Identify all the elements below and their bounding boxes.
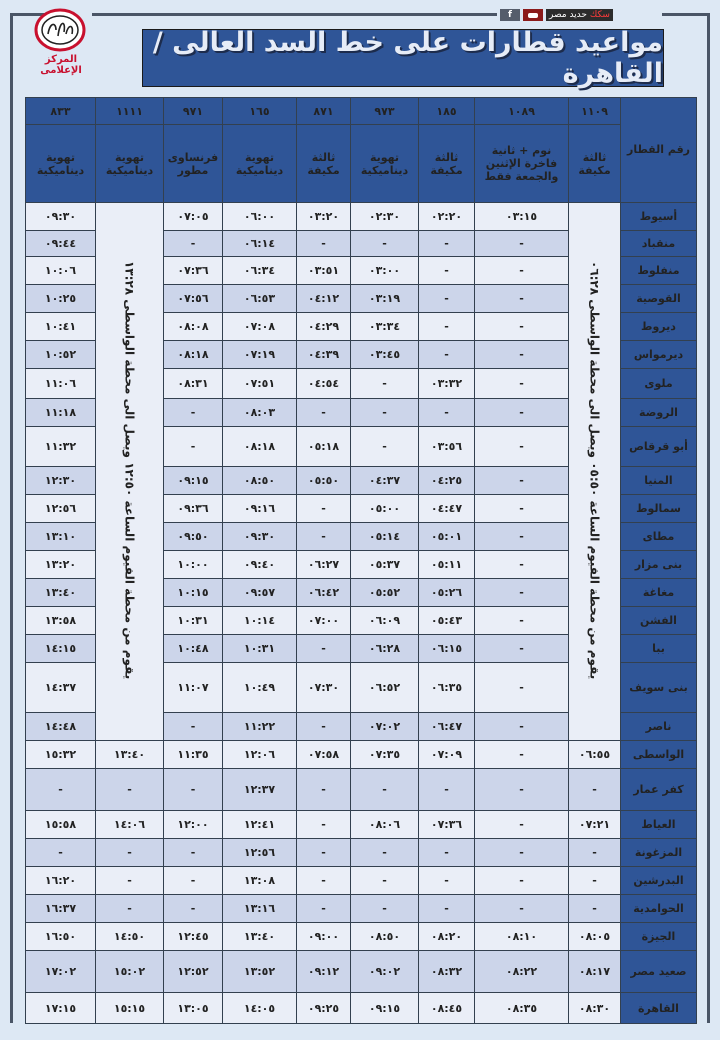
time-cell: ٠٨:٣٥	[475, 993, 569, 1024]
train-number-label: رقم القطار	[621, 98, 697, 203]
brand-name: سكك حديد مصر	[546, 9, 613, 21]
station-name: مطاى	[621, 523, 697, 551]
time-cell: ١١:٢٢	[223, 713, 297, 741]
train-type-5: تهوية ديناميكية	[223, 125, 297, 203]
time-cell: ٠٨:٢٢	[475, 951, 569, 993]
time-cell: ١٥:١٥	[96, 993, 164, 1024]
time-cell: ٠٣:١٩	[351, 285, 419, 313]
time-cell: -	[164, 867, 223, 895]
time-cell: ٠٨:٥٠	[351, 923, 419, 951]
train-type-8: تهوية ديناميكية	[26, 125, 96, 203]
time-cell: ٠٨:١٧	[569, 951, 621, 993]
time-cell: -	[297, 895, 351, 923]
time-cell: ٠٧:٣٥	[351, 741, 419, 769]
time-cell: -	[297, 769, 351, 811]
time-cell: -	[475, 369, 569, 399]
station-name: القوصية	[621, 285, 697, 313]
time-cell: -	[475, 741, 569, 769]
time-cell: ٠٨:٠٨	[164, 313, 223, 341]
time-cell: ٠٩:١٥	[164, 467, 223, 495]
time-cell: ١٤:٤٨	[26, 713, 96, 741]
note-text: يقوم من محطة الفيوم الساعة ٠٥:٥٠ ويصل الى محطة الواسطى ٠٦:٢٨	[587, 260, 602, 680]
time-cell: ١٤:٥٠	[96, 923, 164, 951]
time-cell: ٠٩:٤٤	[26, 231, 96, 257]
time-cell: ٠٨:٣٠	[569, 993, 621, 1024]
time-cell: ٠٥:٣٧	[351, 551, 419, 579]
time-cell: ٠٧:٠٢	[351, 713, 419, 741]
brand-bar	[500, 9, 613, 21]
time-cell: ٠٩:٣٦	[164, 495, 223, 523]
time-cell: ١٠:١٥	[164, 579, 223, 607]
time-cell: ٠٧:٠٥	[164, 203, 223, 231]
time-cell: -	[297, 839, 351, 867]
time-cell: ١٥:٣٢	[26, 741, 96, 769]
time-cell: ٠٨:١٨	[164, 341, 223, 369]
table-row	[26, 811, 697, 839]
time-cell: ١٧:١٥	[26, 993, 96, 1024]
railway-logo	[34, 8, 86, 52]
station-name: سمالوط	[621, 495, 697, 523]
time-cell: ٠٣:٠٠	[351, 257, 419, 285]
time-cell: ٠٧:٠٨	[223, 313, 297, 341]
time-cell: ١٥:٥٨	[26, 811, 96, 839]
time-cell: ٠٩:١٦	[223, 495, 297, 523]
frame-left	[10, 13, 13, 1023]
time-cell: ٠٥:٠٠	[351, 495, 419, 523]
time-cell: ١٣:٢٠	[26, 551, 96, 579]
time-cell: -	[475, 551, 569, 579]
time-cell: ١١:٠٦	[26, 369, 96, 399]
time-cell: ٠٨:١٠	[475, 923, 569, 951]
time-cell: -	[351, 399, 419, 427]
station-name: بنى سويف	[621, 663, 697, 713]
time-cell: ٠٧:٠٩	[419, 741, 475, 769]
frame-top-right	[662, 13, 710, 16]
time-cell: -	[164, 895, 223, 923]
time-cell: ٠٥:٢٦	[419, 579, 475, 607]
time-cell: ١١:٣٢	[26, 427, 96, 467]
station-name: الحوامدية	[621, 895, 697, 923]
frame-right	[707, 13, 710, 1023]
time-cell: ٠٩:٥٧	[223, 579, 297, 607]
time-cell: -	[164, 231, 223, 257]
station-name: منقباد	[621, 231, 697, 257]
time-cell: -	[297, 867, 351, 895]
time-cell: ٠٨:٠٣	[223, 399, 297, 427]
time-cell: ٠٧:٥١	[223, 369, 297, 399]
train-type-0: ثالثة مكيفة	[569, 125, 621, 203]
time-cell: ٠٣:٢٠	[297, 203, 351, 231]
time-cell: ٠٤:٢٥	[419, 467, 475, 495]
time-cell: ٠٣:٥٦	[419, 427, 475, 467]
time-cell: ٠٣:٣٤	[351, 313, 419, 341]
time-cell: ٠٨:٣١	[164, 369, 223, 399]
train-type-2: ثالثة مكيفة	[419, 125, 475, 203]
time-cell: -	[419, 769, 475, 811]
time-cell: ١٤:١٥	[26, 635, 96, 663]
time-cell: -	[351, 895, 419, 923]
time-cell: -	[475, 257, 569, 285]
time-cell: -	[297, 523, 351, 551]
station-name: منفلوط	[621, 257, 697, 285]
time-cell: -	[96, 769, 164, 811]
time-cell: -	[475, 467, 569, 495]
time-cell: ٠٩:٠٢	[351, 951, 419, 993]
time-cell: -	[164, 399, 223, 427]
time-cell: ٠٦:٠٩	[351, 607, 419, 635]
time-cell: ١٢:٤٥	[164, 923, 223, 951]
station-name: ببا	[621, 635, 697, 663]
time-cell: ٠٦:٣٥	[419, 663, 475, 713]
time-cell: -	[475, 839, 569, 867]
time-cell: ٠٩:٤٠	[223, 551, 297, 579]
station-name: الروضة	[621, 399, 697, 427]
time-cell: ١٤:٣٧	[26, 663, 96, 713]
time-cell: -	[569, 867, 621, 895]
time-cell: -	[419, 231, 475, 257]
logo-caption: المركز الإعلامى	[40, 54, 82, 76]
time-cell: ٠٨:٤٥	[419, 993, 475, 1024]
time-cell: -	[164, 769, 223, 811]
time-cell: ٠٧:١٩	[223, 341, 297, 369]
time-cell: -	[351, 839, 419, 867]
train-type-1: نوم + ثانية فاخرة الإثنين والجمعة فقط	[475, 125, 569, 203]
time-cell: ١٢:٠٠	[164, 811, 223, 839]
time-cell: -	[297, 399, 351, 427]
time-cell: ٠٧:٠٠	[297, 607, 351, 635]
time-cell: ٠٥:٠١	[419, 523, 475, 551]
time-cell: -	[351, 867, 419, 895]
time-cell: ١١:١٨	[26, 399, 96, 427]
time-cell: ٠٤:٣٩	[297, 341, 351, 369]
time-cell: -	[475, 663, 569, 713]
time-cell: ٠٤:٤٧	[419, 495, 475, 523]
time-cell: ٠٦:٢٧	[297, 551, 351, 579]
time-cell: ١١:٠٧	[164, 663, 223, 713]
time-cell: ٠٣:١٥	[475, 203, 569, 231]
time-cell: ٠٧:٣٦	[419, 811, 475, 839]
time-cell: ١٣:٠٨	[223, 867, 297, 895]
train-type-4: ثالثة مكيفة	[297, 125, 351, 203]
time-cell: ٠٦:٥٣	[223, 285, 297, 313]
time-cell: ٠٥:١٤	[351, 523, 419, 551]
time-cell: ١٣:١٠	[26, 523, 96, 551]
time-cell: -	[475, 607, 569, 635]
time-cell: -	[475, 231, 569, 257]
time-cell: ٠٩:٠٠	[297, 923, 351, 951]
time-cell: ١٣:٠٥	[164, 993, 223, 1024]
time-cell: ١٠:٤١	[26, 313, 96, 341]
time-cell: -	[475, 713, 569, 741]
station-name: مغاغة	[621, 579, 697, 607]
time-cell: ٠٦:٤٢	[297, 579, 351, 607]
time-cell: ١٥:٠٢	[96, 951, 164, 993]
time-cell: ١١:٣٥	[164, 741, 223, 769]
time-cell: -	[569, 895, 621, 923]
time-cell: ١٦:٥٠	[26, 923, 96, 951]
time-cell: -	[475, 313, 569, 341]
time-cell: ٠٧:٥٦	[164, 285, 223, 313]
time-cell: -	[475, 867, 569, 895]
train-type-3: تهوية ديناميكية	[351, 125, 419, 203]
time-cell: ٠٨:٥٠	[223, 467, 297, 495]
time-cell: ٠٦:١٤	[223, 231, 297, 257]
time-cell: ٠٨:٠٥	[569, 923, 621, 951]
time-cell: -	[475, 579, 569, 607]
time-cell: ١٢:٠٦	[223, 741, 297, 769]
time-cell: -	[297, 713, 351, 741]
time-cell: ١٠:٤٩	[223, 663, 297, 713]
time-cell: ١٦:٢٠	[26, 867, 96, 895]
time-cell: ٠٢:٣٠	[351, 203, 419, 231]
station-name: الجيزة	[621, 923, 697, 951]
time-cell: -	[164, 839, 223, 867]
youtube-icon[interactable]	[523, 9, 543, 21]
table-row	[26, 203, 697, 231]
time-cell: ١٢:٤١	[223, 811, 297, 839]
train-type-6: فرنساوى مطور	[164, 125, 223, 203]
time-cell: ٠٦:٢٨	[351, 635, 419, 663]
time-cell: ٠٤:٢٩	[297, 313, 351, 341]
train-number-1: ١٠٨٩	[475, 98, 569, 125]
time-cell: -	[419, 257, 475, 285]
time-cell: -	[419, 399, 475, 427]
station-name: بنى مزار	[621, 551, 697, 579]
time-cell: -	[297, 231, 351, 257]
time-cell: -	[164, 427, 223, 467]
station-name: الفشن	[621, 607, 697, 635]
station-name: البدرشين	[621, 867, 697, 895]
time-cell: -	[569, 839, 621, 867]
time-cell: ٠٦:٠٠	[223, 203, 297, 231]
time-cell: ١٢:٥٦	[26, 495, 96, 523]
time-cell: -	[475, 427, 569, 467]
time-cell: ٠٨:٣٢	[419, 951, 475, 993]
train-number-8: ٨٣٣	[26, 98, 96, 125]
time-cell: ١٤:٠٥	[223, 993, 297, 1024]
time-cell: ١٠:٠٠	[164, 551, 223, 579]
time-cell: -	[419, 867, 475, 895]
time-cell: ١٢:٥٦	[223, 839, 297, 867]
time-cell: ١٣:٥٢	[223, 951, 297, 993]
station-name: العياط	[621, 811, 697, 839]
time-cell: ٠٦:٥٥	[569, 741, 621, 769]
time-cell: ١٠:٣١	[223, 635, 297, 663]
time-cell: -	[351, 769, 419, 811]
time-cell: -	[475, 399, 569, 427]
time-cell: ١٠:٠٦	[26, 257, 96, 285]
station-name: المزغونة	[621, 839, 697, 867]
table-row	[26, 839, 697, 867]
time-cell: -	[96, 895, 164, 923]
time-cell: -	[96, 839, 164, 867]
time-cell: -	[26, 769, 96, 811]
time-cell: ١٠:٤٨	[164, 635, 223, 663]
time-cell: ٠٩:٢٥	[297, 993, 351, 1024]
station-name: المنيا	[621, 467, 697, 495]
station-name: كفر عمار	[621, 769, 697, 811]
schedule-table	[25, 97, 697, 1024]
time-cell: -	[475, 285, 569, 313]
time-cell: ٠٧:٣٦	[164, 257, 223, 285]
time-cell: -	[297, 811, 351, 839]
time-cell: ٠٦:٣٤	[223, 257, 297, 285]
station-name: ديرمواس	[621, 341, 697, 369]
time-cell: ١٣:٤٠	[26, 579, 96, 607]
station-name: صعيد مصر	[621, 951, 697, 993]
train-number-3: ٩٧٣	[351, 98, 419, 125]
time-cell: ١٠:٢٥	[26, 285, 96, 313]
table-row	[26, 923, 697, 951]
table-row	[26, 993, 697, 1024]
train-number-2: ١٨٥	[419, 98, 475, 125]
time-cell: ٠٥:١٨	[297, 427, 351, 467]
note-text: يقوم من محطة الفيوم الساعة ١٢:٥٠ ويصل الى محطة الواسطى ١٣:٢٨	[122, 260, 137, 680]
station-name: أسيوط	[621, 203, 697, 231]
table-row	[26, 895, 697, 923]
train-type-7: تهوية ديناميكية	[96, 125, 164, 203]
time-cell: ٠٤:١٢	[297, 285, 351, 313]
time-cell: ١٣:١٦	[223, 895, 297, 923]
time-cell: ١٠:٥٢	[26, 341, 96, 369]
time-cell: -	[351, 369, 419, 399]
time-cell: -	[297, 495, 351, 523]
station-name: ديروط	[621, 313, 697, 341]
time-cell: ١٣:٥٨	[26, 607, 96, 635]
time-cell: ٠٤:٥٤	[297, 369, 351, 399]
time-cell: -	[26, 839, 96, 867]
train-number-6: ٩٧١	[164, 98, 223, 125]
time-cell: ١٠:١٤	[223, 607, 297, 635]
time-cell: -	[297, 635, 351, 663]
station-name: القاهرة	[621, 993, 697, 1024]
time-cell: ١٢:٣٠	[26, 467, 96, 495]
train-number-0: ١١٠٩	[569, 98, 621, 125]
time-cell: -	[475, 495, 569, 523]
time-cell: ٠٨:٠٦	[351, 811, 419, 839]
frame-top-middle	[92, 13, 497, 16]
station-name: أبو قرقاص	[621, 427, 697, 467]
time-cell: ٠٦:٤٧	[419, 713, 475, 741]
time-cell: -	[351, 231, 419, 257]
table-row	[26, 741, 697, 769]
time-cell: ٠٩:٣٠	[26, 203, 96, 231]
time-cell: -	[475, 769, 569, 811]
time-cell: ١٠:٣١	[164, 607, 223, 635]
time-cell: ٠٣:٣٢	[419, 369, 475, 399]
table-row	[26, 951, 697, 993]
time-cell: ٠٩:٣٠	[223, 523, 297, 551]
train-number-5: ١٦٥	[223, 98, 297, 125]
time-cell: ١٢:٣٧	[223, 769, 297, 811]
time-cell: -	[475, 523, 569, 551]
time-cell: ١٧:٠٢	[26, 951, 96, 993]
time-cell: -	[475, 341, 569, 369]
time-cell: ٠٩:٥٠	[164, 523, 223, 551]
time-cell: ١٤:٠٦	[96, 811, 164, 839]
time-cell: -	[164, 713, 223, 741]
time-cell: ٠٧:٥٨	[297, 741, 351, 769]
time-cell: -	[475, 895, 569, 923]
time-cell: ٠٣:٤٥	[351, 341, 419, 369]
time-cell: ١٢:٥٢	[164, 951, 223, 993]
time-cell: ٠٧:٣٠	[297, 663, 351, 713]
time-cell: -	[419, 839, 475, 867]
time-cell: ٠٥:٥٠	[297, 467, 351, 495]
time-cell: -	[419, 313, 475, 341]
time-cell: ٠٣:٥١	[297, 257, 351, 285]
time-cell: ٠٢:٢٠	[419, 203, 475, 231]
station-name: الواسطى	[621, 741, 697, 769]
facebook-icon[interactable]: f	[500, 9, 520, 21]
train-number-4: ٨٧١	[297, 98, 351, 125]
time-cell: ٠٥:٤٣	[419, 607, 475, 635]
time-cell: ١٣:٤٠	[223, 923, 297, 951]
time-cell: ٠٩:١٥	[351, 993, 419, 1024]
time-cell: ٠٦:١٥	[419, 635, 475, 663]
time-cell: ٠٨:١٨	[223, 427, 297, 467]
time-cell: ٠٥:١١	[419, 551, 475, 579]
time-cell: -	[351, 427, 419, 467]
table-row	[26, 769, 697, 811]
time-cell: -	[419, 895, 475, 923]
station-name: ملوى	[621, 369, 697, 399]
time-cell: ٠٦:٥٢	[351, 663, 419, 713]
table-row	[26, 867, 697, 895]
time-cell: ١٦:٣٧	[26, 895, 96, 923]
time-cell: -	[419, 285, 475, 313]
time-cell: -	[569, 769, 621, 811]
note-train-1111	[96, 203, 164, 741]
station-name: ناصر	[621, 713, 697, 741]
time-cell: ٠٥:٥٢	[351, 579, 419, 607]
time-cell: ٠٧:٢١	[569, 811, 621, 839]
time-cell: ٠٩:١٢	[297, 951, 351, 993]
note-train-1109	[569, 203, 621, 741]
time-cell: ٠٨:٢٠	[419, 923, 475, 951]
time-cell: ٠٤:٣٧	[351, 467, 419, 495]
time-cell: -	[419, 341, 475, 369]
train-number-7: ١١١١	[96, 98, 164, 125]
time-cell: ١٣:٤٠	[96, 741, 164, 769]
time-cell: -	[96, 867, 164, 895]
time-cell: -	[475, 635, 569, 663]
time-cell: -	[475, 811, 569, 839]
page-title: مواعيد قطارات على خط السد العالى / القاهرة	[142, 29, 664, 87]
